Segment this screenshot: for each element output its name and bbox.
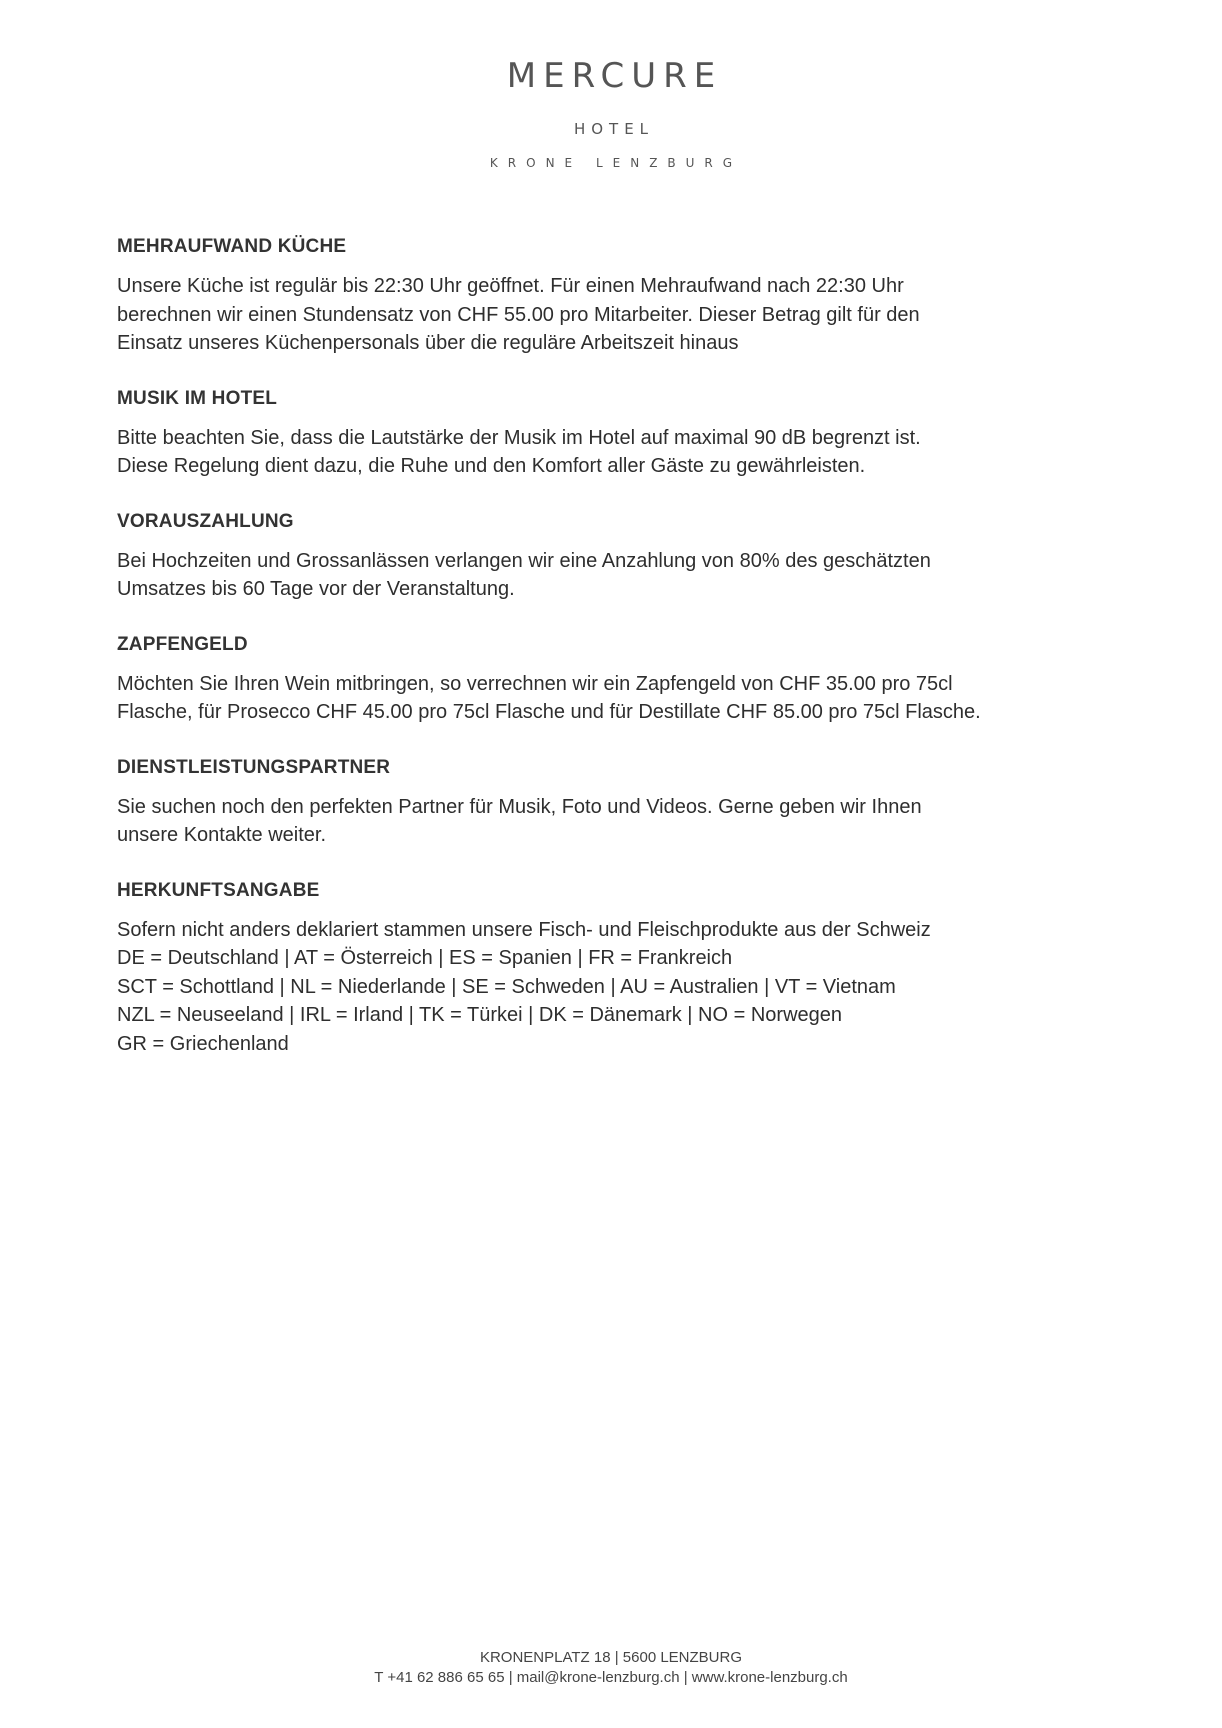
paragraph-line: Sie suchen noch den perfekten Partner für Musik, Foto und Videos. Gerne geben wir Ihnen bbox=[117, 795, 922, 818]
footer-contact: T +41 62 886 65 65 | mail@krone-lenzburg.ch | www.krone-lenzburg.ch bbox=[374, 1669, 848, 1686]
paragraph-line: Diese Regelung dient dazu, die Ruhe und den Komfort aller Gäste zu gewährleisten. bbox=[117, 455, 866, 477]
paragraph-line: Unsere Küche ist regulär bis 22:30 Uhr geöffnet. Für einen Mehraufwand nach 22:30 Uhr bbox=[117, 275, 904, 297]
paragraph-line: GR = Griechenland bbox=[117, 1032, 289, 1055]
section-mehraufwand-kueche bbox=[117, 234, 1117, 358]
footer-address: KRONENPLATZ 18 | 5600 LENZBURG bbox=[479, 1649, 743, 1666]
paragraph-line: Einsatz unseres Küchenpersonals über die reguläre Arbeitszeit hinaus bbox=[117, 332, 739, 354]
section-title: VORAUSZAHLUNG bbox=[117, 510, 294, 532]
paragraph-line: Bei Hochzeiten und Grossanlässen verlangen wir eine Anzahlung von 80% des geschätzten bbox=[117, 549, 931, 572]
section-title: MEHRAUFWAND KÜCHE bbox=[117, 236, 347, 257]
section-musik-im-hotel bbox=[117, 386, 1117, 481]
section-dienstleistungspartner bbox=[117, 755, 1117, 850]
paragraph-line: NZL = Neuseeland | IRL = Irland | TK = Türkei | DK = Dänemark | NO = Norwegen bbox=[117, 1004, 842, 1026]
paragraph-line: Umsatzes bis 60 Tage vor der Veranstaltung. bbox=[117, 578, 515, 600]
section-zapfengeld bbox=[117, 632, 1117, 727]
logo-brand: MERCURE bbox=[506, 56, 723, 96]
paragraph-line: Sofern nicht anders deklariert stammen unsere Fisch- und Fleischprodukte aus der Schweiz bbox=[117, 918, 931, 941]
paragraph-line: Flasche, für Prosecco CHF 45.00 pro 75cl Flasche und für Destillate CHF 85.00 pro 75cl Flasche. bbox=[117, 701, 981, 723]
paragraph-line: DE = Deutschland | AT = Österreich | ES = Spanien | FR = Frankreich bbox=[117, 947, 733, 969]
paragraph-line: berechnen wir einen Stundensatz von CHF 55.00 pro Mitarbeiter. Dieser Betrag gilt für den bbox=[117, 303, 920, 326]
paragraph-line: unsere Kontakte weiter. bbox=[117, 824, 327, 846]
hotel-logo bbox=[0, 52, 1222, 171]
logo-location: KRONE LENZBURG bbox=[489, 156, 743, 170]
logo-subtitle: HOTEL bbox=[573, 120, 655, 138]
page-footer bbox=[0, 1648, 1222, 1688]
section-title: DIENSTLEISTUNGSPARTNER bbox=[117, 756, 391, 778]
document-body bbox=[117, 234, 1117, 1086]
section-title: ZAPFENGELD bbox=[117, 633, 248, 655]
section-herkunftsangabe bbox=[117, 878, 1117, 1059]
section-vorauszahlung bbox=[117, 509, 1117, 604]
paragraph-line: Möchten Sie Ihren Wein mitbringen, so verrechnen wir ein Zapfengeld von CHF 35.00 pro 75cl bbox=[117, 672, 953, 695]
paragraph-line: SCT = Schottland | NL = Niederlande | SE = Schweden | AU = Australien | VT = Vietnam bbox=[117, 975, 896, 998]
section-title: HERKUNFTSANGABE bbox=[117, 879, 320, 901]
section-title: MUSIK IM HOTEL bbox=[117, 387, 278, 409]
paragraph-line: Bitte beachten Sie, dass die Lautstärke der Musik im Hotel auf maximal 90 dB begrenzt ist. bbox=[117, 426, 921, 449]
